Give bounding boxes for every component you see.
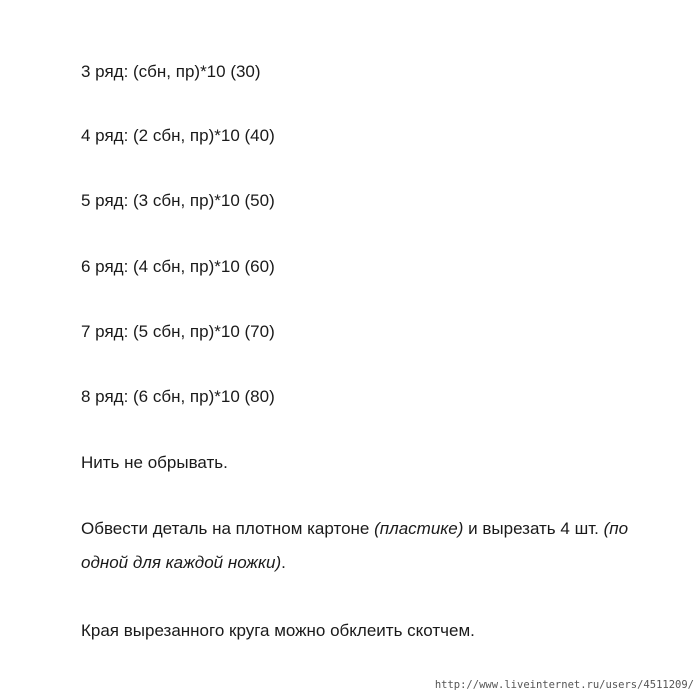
row-8: 8 ряд: (6 сбн, пр)*10 (80)	[81, 387, 275, 406]
watermark-url: http://www.liveinternet.ru/users/4511209/	[434, 679, 694, 691]
row-5: 5 ряд: (3 сбн, пр)*10 (50)	[81, 191, 275, 210]
note-edges: Края вырезанного круга можно обклеить скотчем.	[81, 621, 475, 640]
row-6: 6 ряд: (4 сбн, пр)*10 (60)	[81, 257, 275, 276]
instruction-part5: .	[281, 553, 286, 572]
instruction-part1: Обвести деталь на плотном картоне	[81, 519, 375, 538]
note-thread: Нить не обрывать.	[81, 453, 228, 472]
instruction-paragraph	[81, 512, 671, 580]
row-4: 4 ряд: (2 сбн, пр)*10 (40)	[81, 126, 275, 145]
instruction-part2-italic: (пластике)	[374, 519, 464, 538]
row-7: 7 ряд: (5 сбн, пр)*10 (70)	[81, 322, 275, 341]
row-3: 3 ряд: (сбн, пр)*10 (30)	[81, 62, 261, 81]
instruction-part4-italic: (по одной для каждой ножки)	[81, 519, 629, 572]
instruction-part3: и вырезать 4 шт.	[463, 519, 604, 538]
